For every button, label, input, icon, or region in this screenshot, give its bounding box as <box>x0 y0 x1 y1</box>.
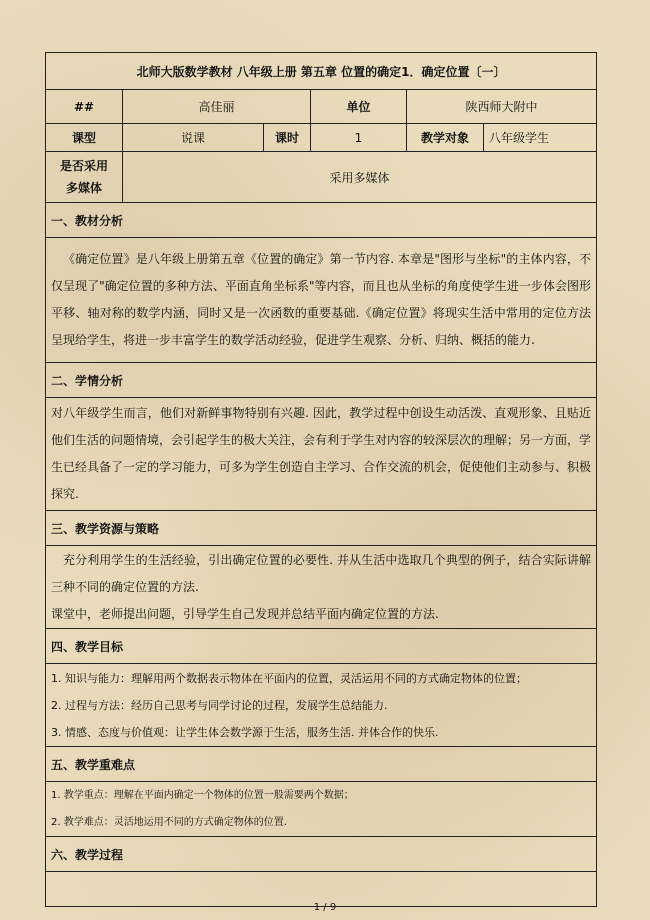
info-row-name <box>46 90 597 124</box>
section-heading-row <box>46 203 597 238</box>
section-heading-teaching-process: 六、教学过程 <box>46 837 597 872</box>
list-item: 1. 教学重点：理解在平面内确定一个物体的位置一般需要两个数据； <box>51 790 354 801</box>
section-heading-key-points: 五、教学重难点 <box>46 747 597 782</box>
section-body-key-points <box>46 782 597 837</box>
paragraph: 课堂中，老师提出问题，引导学生自己发现并总结平面内确定位置的方法. <box>51 606 439 621</box>
section-body-row <box>46 238 597 363</box>
hours-label: 课时 <box>264 124 311 152</box>
section-heading-row <box>46 837 597 872</box>
multimedia-label <box>46 152 123 203</box>
type-value: 说课 <box>123 124 264 152</box>
section-body-textbook-analysis <box>46 238 597 363</box>
lesson-plan-table <box>45 52 597 907</box>
section-heading-teaching-goals: 四、教学目标 <box>46 629 597 664</box>
list-item: 3. 情感、态度与价值观：让学生体会数学源于生活，服务生活. 并体合作的快乐. <box>51 725 439 739</box>
info-row-type <box>46 124 597 152</box>
section-heading-textbook-analysis: 一、教材分析 <box>46 203 597 238</box>
multimedia-label-line2: 多媒体 <box>65 181 102 195</box>
page-number: 1 / 9 <box>313 902 337 913</box>
unit-label: 单位 <box>311 90 407 124</box>
list-item: 2. 过程与方法：经历自己思考与同学讨论的过程，发展学生总结能力. <box>51 698 388 712</box>
section-body-row <box>46 782 597 837</box>
name-label: ## <box>46 90 123 124</box>
target-value: 八年级学生 <box>484 124 597 152</box>
section-body-student-analysis <box>46 398 597 511</box>
section-body-teaching-goals <box>46 664 597 747</box>
multimedia-value: 采用多媒体 <box>123 152 597 203</box>
section-body-row <box>46 546 597 629</box>
unit-value: 陕西师大附中 <box>407 90 597 124</box>
section-heading-row <box>46 629 597 664</box>
section-body-resources-strategy <box>46 546 597 629</box>
section-heading-row <box>46 747 597 782</box>
section-body-row <box>46 664 597 747</box>
section-heading-row <box>46 511 597 546</box>
target-label: 教学对象 <box>407 124 484 152</box>
section-heading-row <box>46 363 597 398</box>
paragraph: 对八年级学生而言，他们对新鲜事物特别有兴趣. 因此，教学过程中创设生动活泼、直观形象、且贴近他们生活的问题情境，会引起学生的极大关注，会有利于学生对内容的较深层次的理解；另一方面，学生已经具备了一定的学习能力，可多为学生创造自主学习、合作交流的机会，促使他们主动参与、积极探究. <box>51 406 592 501</box>
multimedia-label-line1: 是否采用 <box>59 159 108 173</box>
list-item: 1. 知识与能力：理解用两个数据表示物体在平面内的位置，灵活运用不同的方式确定物体的位置； <box>51 671 527 685</box>
section-heading-student-analysis: 二、学情分析 <box>46 363 597 398</box>
multimedia-row <box>46 152 597 203</box>
section-heading-resources-strategy: 三、教学资源与策略 <box>46 511 597 546</box>
list-item: 2. 教学难点：灵活地运用不同的方式确定物体的位置. <box>51 817 287 828</box>
document-title: 北师大版数学教材 八年级上册 第五章 位置的确定1．确定位置〔一〕 <box>46 53 597 90</box>
type-label: 课型 <box>46 124 123 152</box>
hours-value: 1 <box>311 124 407 152</box>
paragraph: 《确定位置》是八年级上册第五章《位置的确定》第一节内容. 本章是"图形与坐标"的主体内容，不仅呈现了"确定位置的多种方法、平面直角坐标系"等内容，而且也从坐标的角度使学生进一步体会图形平移、轴对称的数学内涵，同时又是一次函数的重要基础.《确定位置》将现实生活中常用的定位方法呈现给学生，将进一步丰富学生的数学活动经验，促进学生观察、分析、归纳、概括的能力. <box>51 252 592 347</box>
name-value: 高佳丽 <box>123 90 311 124</box>
section-body-row <box>46 398 597 511</box>
title-row <box>46 53 597 90</box>
paragraph: 充分利用学生的生活经验，引出确定位置的必要性. 并从生活中选取几个典型的例子，结合实际讲解三种不同的确定位置的方法. <box>51 552 592 594</box>
